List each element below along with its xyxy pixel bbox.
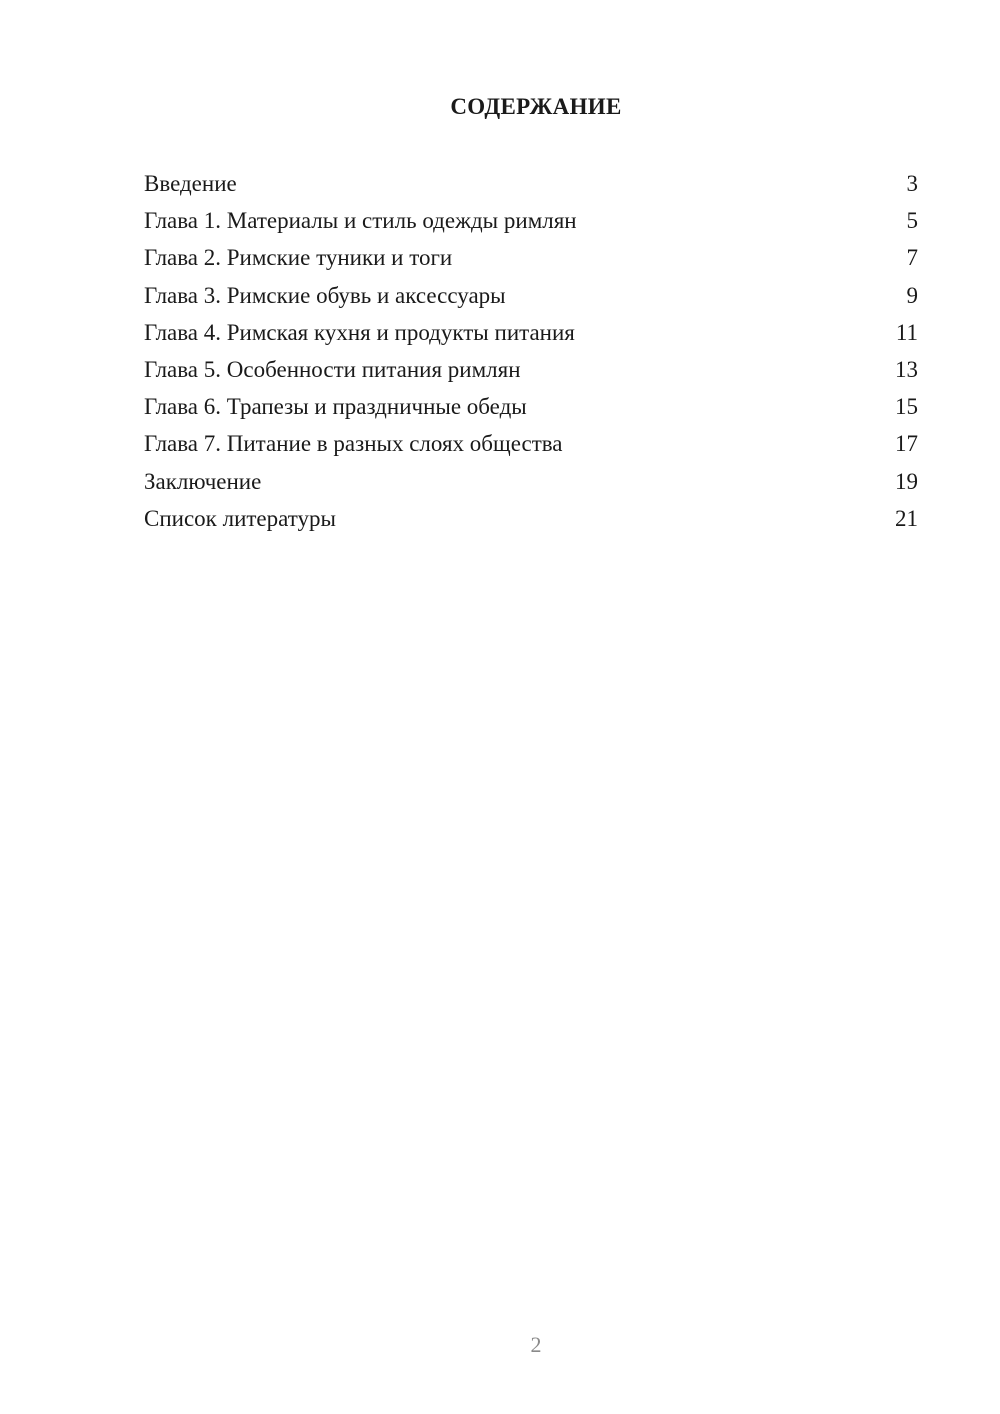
toc-entry-label: Глава 2. Римские туники и тоги <box>144 245 453 271</box>
toc-entry <box>144 169 918 206</box>
toc-entry <box>144 429 918 466</box>
page-title: СОДЕРЖАНИЕ <box>450 94 622 119</box>
toc-entry-page: 11 <box>895 319 918 345</box>
toc-entry-page: 3 <box>906 171 918 196</box>
toc-entry-label: Глава 3. Римские обувь и аксессуары <box>144 282 506 308</box>
toc-entry <box>144 206 918 243</box>
toc-entry-page: 21 <box>895 505 918 531</box>
toc-entry <box>144 281 918 318</box>
toc-entry-label: Список литературы <box>144 505 336 531</box>
toc-entry <box>144 504 918 541</box>
toc-entry <box>144 467 918 504</box>
toc-entry-label: Глава 1. Материалы и стиль одежды римлян <box>144 208 577 234</box>
toc-entry-label: Глава 7. Питание в разных слоях общества <box>144 431 563 457</box>
toc-entry <box>144 392 918 429</box>
toc-entry-label: Введение <box>144 171 237 196</box>
toc-entry-page: 5 <box>906 208 918 234</box>
toc-entry-label: Глава 5. Особенности питания римлян <box>144 356 521 382</box>
toc-entry <box>144 318 918 355</box>
toc-entry-page: 9 <box>906 282 918 308</box>
toc-entry-page: 19 <box>895 468 918 494</box>
toc-entry-page: 17 <box>895 431 918 457</box>
toc-entry <box>144 243 918 280</box>
toc-entry-label: Заключение <box>144 468 262 494</box>
toc-entry-page: 15 <box>895 394 918 420</box>
page-number: 2 <box>530 1332 542 1357</box>
toc-entry <box>144 355 918 392</box>
toc-entry-label: Глава 4. Римская кухня и продукты питания <box>144 319 575 345</box>
toc-entry-page: 13 <box>895 356 918 382</box>
toc-entry-label: Глава 6. Трапезы и праздничные обеды <box>144 394 527 420</box>
toc-entry-page: 7 <box>906 245 918 271</box>
table-of-contents <box>144 169 918 541</box>
